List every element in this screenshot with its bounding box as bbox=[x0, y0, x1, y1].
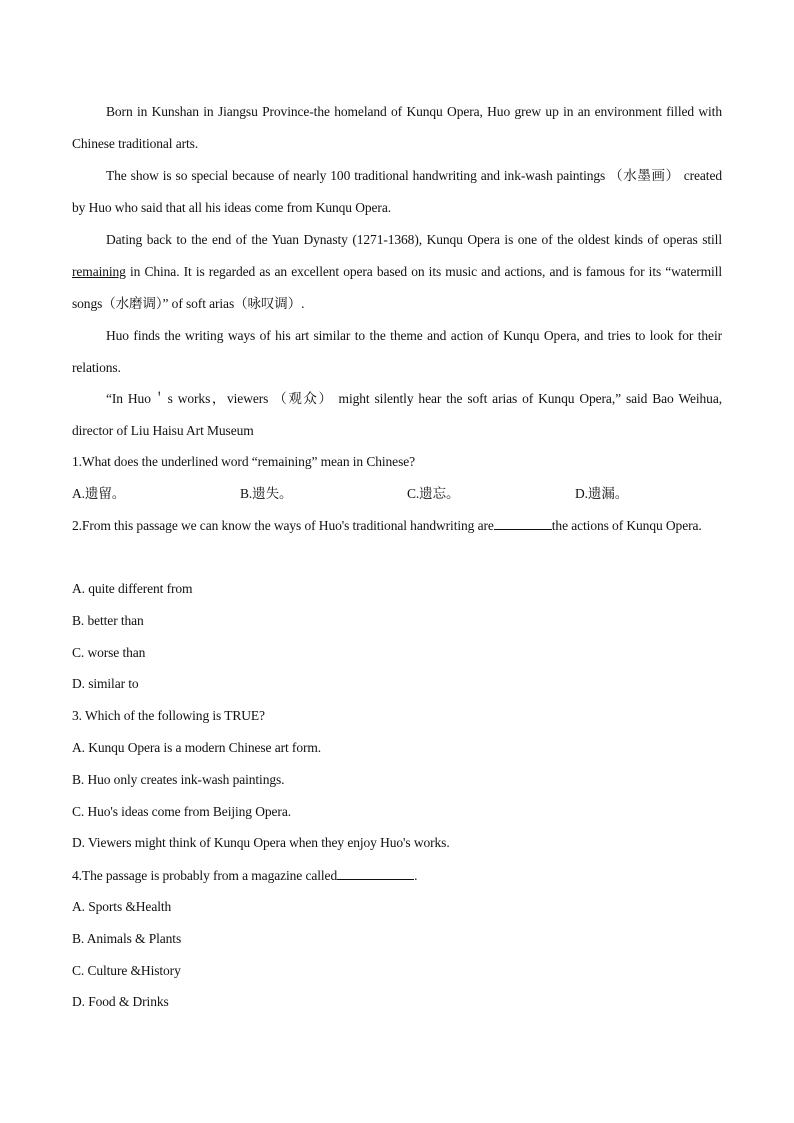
question-2-stem-before: 2.From this passage we can know the ways of Huo's traditional handwriting are bbox=[72, 518, 494, 533]
question-2-answer-blank bbox=[494, 515, 552, 530]
underlined-word-remaining: remaining bbox=[72, 264, 126, 279]
question-4-answer-blank bbox=[337, 865, 414, 880]
passage-paragraph-3 bbox=[72, 224, 722, 320]
question-3-option-b: B. Huo only creates ink-wash paintings. bbox=[72, 772, 285, 787]
question-4-stem-after: . bbox=[414, 868, 418, 883]
passage-paragraph-2: The show is so special because of nearly 100 traditional handwriting and ink-wash paintings （水墨画） created by Huo who said that all his ideas come from Kunqu Opera. bbox=[72, 168, 722, 215]
question-3-stem: 3. Which of the following is TRUE? bbox=[72, 708, 265, 723]
question-4-option-c: C. Culture &History bbox=[72, 963, 181, 978]
question-1-options bbox=[72, 484, 722, 504]
question-2-option-c: C. worse than bbox=[72, 645, 146, 660]
question-2-option-b: B. better than bbox=[72, 613, 144, 628]
question-3-option-a: A. Kunqu Opera is a modern Chinese art form. bbox=[72, 740, 322, 755]
question-3-option-d: D. Viewers might think of Kunqu Opera when they enjoy Huo's works. bbox=[72, 835, 450, 850]
question-4-stem bbox=[72, 865, 722, 886]
question-2-stem bbox=[72, 510, 722, 542]
paragraph-3-text-before: Dating back to the end of the Yuan Dynasty (1271-1368), Kunqu Opera is one of the oldest kinds of operas still bbox=[106, 232, 722, 247]
question-2-option-a: A. quite different from bbox=[72, 581, 193, 596]
question-4-stem-before: 4.The passage is probably from a magazine called bbox=[72, 868, 338, 883]
question-3-option-c: C. Huo's ideas come from Beijing Opera. bbox=[72, 804, 291, 819]
question-2-stem-after: the actions of Kunqu Opera. bbox=[551, 518, 702, 533]
question-1-option-c: C.遗忘。 bbox=[407, 486, 460, 501]
passage-paragraph-5: “In Huo＇s works，viewers （观众） might silently hear the soft arias of Kunqu Opera,” said Bao Weihua, director of Liu Haisu Art Museum bbox=[72, 391, 722, 438]
question-4-option-a: A. Sports &Health bbox=[72, 899, 172, 914]
passage-paragraph-1: Born in Kunshan in Jiangsu Province-the homeland of Kunqu Opera, Huo grew up in an environment filled with Chinese traditional arts. bbox=[72, 104, 722, 151]
question-1-option-d: D.遗漏。 bbox=[575, 486, 629, 501]
question-4-option-d: D. Food & Drinks bbox=[72, 994, 169, 1009]
question-1-option-a: A.遗留。 bbox=[72, 486, 126, 501]
question-1-option-b: B.遗失。 bbox=[240, 486, 293, 501]
question-4-option-b: B. Animals & Plants bbox=[72, 931, 182, 946]
question-2-option-d: D. similar to bbox=[72, 676, 139, 691]
paragraph-3-text-after: in China. It is regarded as an excellent opera based on its music and actions, and is famous for its “watermill songs（水磨调）” of soft arias（咏叹调）. bbox=[72, 264, 722, 311]
question-1-stem: 1.What does the underlined word “remaining” mean in Chinese? bbox=[72, 454, 416, 469]
passage-paragraph-4: Huo finds the writing ways of his art similar to the theme and action of Kunqu Opera, and tries to look for their relations. bbox=[72, 328, 722, 375]
